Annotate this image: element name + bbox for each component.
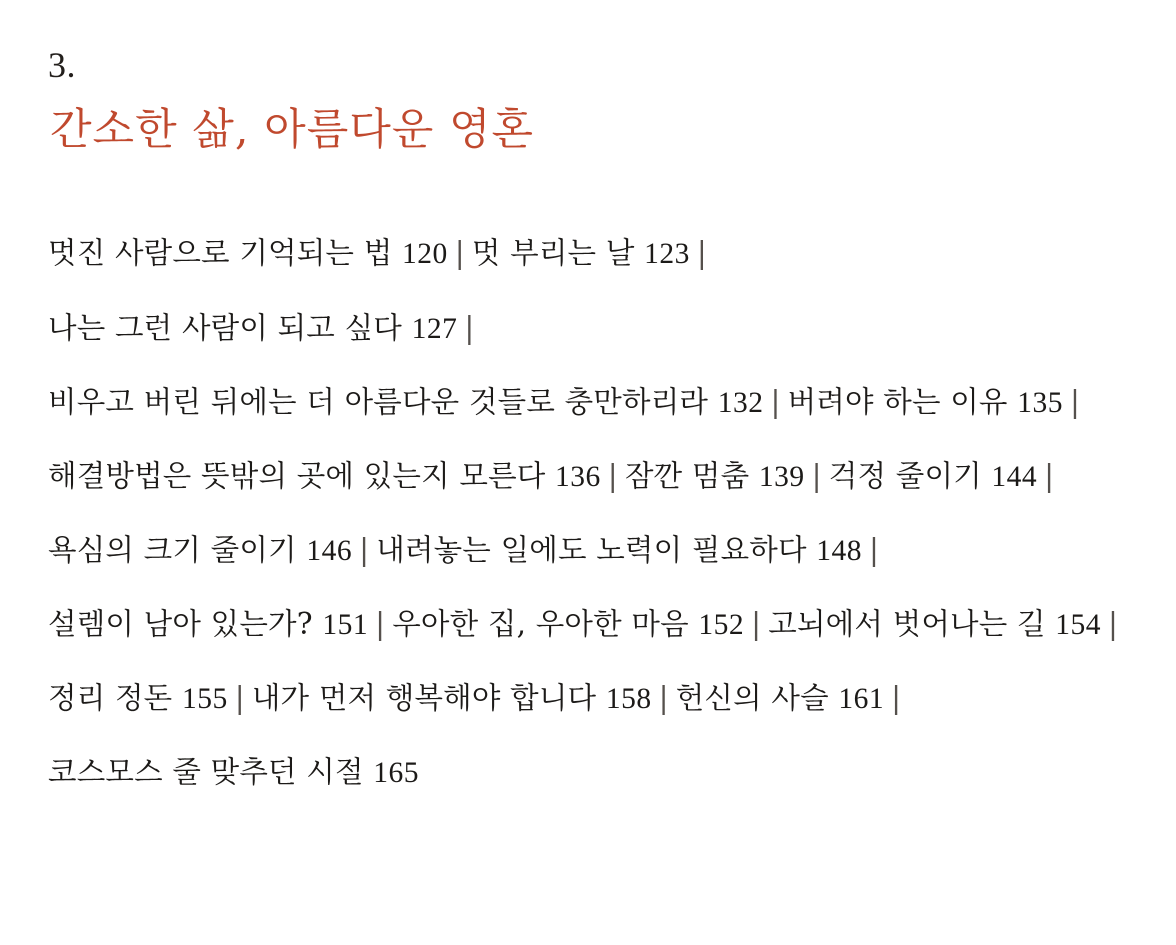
toc-entry[interactable] — [252, 681, 652, 715]
toc-entry-title: 걱정 줄이기 — [828, 458, 982, 493]
toc-entry[interactable] — [768, 607, 1101, 641]
toc-entry[interactable] — [48, 533, 352, 567]
toc-entry-title: 나는 그런 사람이 되고 싶다 — [48, 310, 402, 345]
toc-separator: | — [811, 458, 822, 493]
toc-entry-page-number: 127 — [411, 312, 458, 345]
toc-separator: | — [891, 681, 902, 716]
toc-entry-page-number: 146 — [306, 534, 353, 567]
toc-entry[interactable] — [48, 236, 448, 270]
toc-entry-page-number: 155 — [181, 683, 228, 716]
toc-separator: | — [464, 310, 475, 345]
toc-entry-page-number: 148 — [816, 534, 863, 567]
toc-entry-page-number: 120 — [401, 238, 448, 271]
toc-separator: | — [234, 681, 245, 716]
toc-entry-title: 잠깐 멈춤 — [624, 458, 750, 493]
toc-entry[interactable] — [48, 311, 457, 345]
toc-entry-title: 비우고 버린 뒤에는 더 아름다운 것들로 충만하리라 — [48, 384, 709, 419]
toc-entry-page-number: 135 — [1017, 386, 1063, 419]
toc-entry-title: 내가 먼저 행복해야 합니다 — [251, 681, 597, 716]
toc-entry[interactable] — [48, 607, 368, 641]
toc-separator: | — [869, 532, 880, 567]
toc-entry-page-number: 123 — [644, 238, 690, 271]
toc-entry[interactable] — [48, 459, 601, 493]
toc-separator: | — [1108, 607, 1119, 642]
toc-entry-title: 헌신의 사슬 — [675, 681, 829, 716]
toc-entry-page-number: 154 — [1055, 609, 1102, 642]
toc-entry-title: 설렘이 남아 있는가? — [48, 607, 313, 642]
toc-separator: | — [359, 532, 370, 567]
toc-entry-title: 정리 정돈 — [48, 681, 173, 716]
toc-entry-title: 내려놓는 일에도 노력이 필요하다 — [376, 532, 807, 567]
toc-entry[interactable] — [829, 459, 1037, 493]
toc-entry-title: 고뇌에서 벗어나는 길 — [768, 607, 1046, 642]
chapter-title: 간소한 삶, 아름다운 영혼 — [50, 104, 535, 155]
toc-entry-page-number: 152 — [698, 609, 745, 642]
toc-entry[interactable] — [625, 459, 805, 493]
toc-entry-page-number: 161 — [838, 683, 885, 716]
toc-entry-list — [48, 217, 1146, 810]
toc-entry[interactable] — [392, 607, 744, 641]
toc-entry[interactable] — [788, 385, 1063, 419]
toc-entry[interactable] — [472, 236, 690, 270]
toc-separator: | — [454, 236, 465, 271]
toc-entry-title: 욕심의 크기 줄이기 — [48, 532, 297, 567]
toc-separator: | — [1069, 384, 1081, 419]
toc-entry-page-number: 144 — [991, 460, 1038, 493]
toc-entry-title: 버려야 하는 이유 — [787, 384, 1008, 419]
toc-entry[interactable] — [48, 385, 763, 419]
toc-entry[interactable] — [676, 681, 884, 715]
toc-entry-page-number: 151 — [322, 609, 369, 642]
toc-entry-title: 멋 부리는 날 — [471, 236, 635, 271]
toc-entry[interactable] — [48, 755, 419, 789]
chapter-number: 3. — [48, 45, 76, 85]
toc-entry-page-number: 165 — [373, 757, 420, 790]
toc-separator: | — [375, 607, 386, 642]
toc-separator: | — [658, 681, 669, 716]
toc-entry-title: 우아한 집, 우아한 마음 — [392, 607, 689, 642]
toc-separator: | — [696, 236, 707, 271]
toc-entry[interactable] — [48, 681, 228, 715]
toc-entry-title: 해결방법은 뜻밖의 곳에 있는지 모른다 — [48, 458, 546, 493]
toc-entry-page-number: 139 — [758, 460, 805, 493]
toc-entry-page-number: 132 — [717, 386, 764, 419]
toc-entry-title: 멋진 사람으로 기억되는 법 — [48, 236, 393, 271]
toc-separator: | — [751, 607, 762, 642]
toc-separator: | — [607, 458, 618, 493]
toc-entry-page-number: 136 — [555, 460, 601, 493]
toc-separator: | — [770, 384, 781, 419]
toc-entry-title: 코스모스 줄 맞추던 시절 — [48, 755, 364, 790]
toc-entry-page-number: 158 — [605, 683, 652, 716]
toc-entry[interactable] — [376, 533, 862, 567]
toc-separator: | — [1044, 458, 1055, 493]
